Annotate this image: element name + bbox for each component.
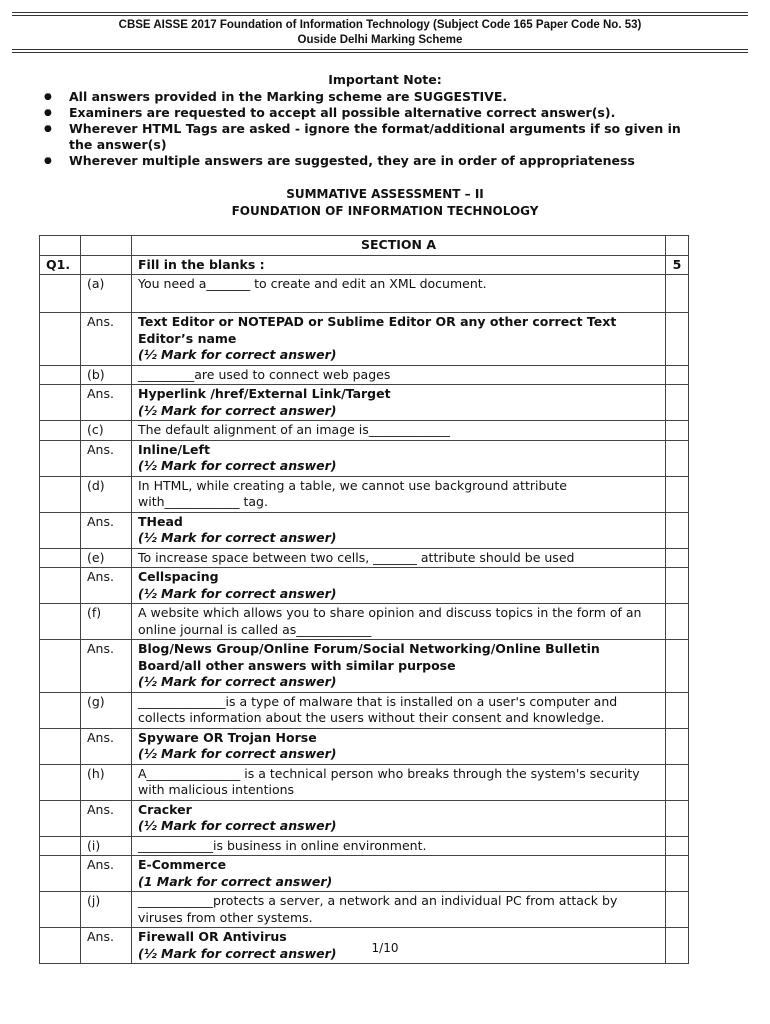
item-answer-row: [40, 568, 689, 604]
item-question-row: [40, 764, 689, 800]
header-title: [12, 16, 748, 49]
answer-label: Ans.: [81, 568, 132, 604]
answer-label: Ans.: [81, 800, 132, 836]
item-question-row: [40, 604, 689, 640]
item-answer: THead: [138, 513, 183, 529]
question-row: [40, 255, 689, 275]
item-question: A_______________ is a technical person who breaks through the system's security with malicious intentions: [132, 764, 666, 800]
item-answer: E-Commerce: [138, 857, 227, 872]
assessment-title: SUMMATIVE ASSESSMENT – II: [286, 187, 484, 201]
item-answer: Blog/News Group/Online Forum/Social Networking/Online Bulletin Board/all other answers with similar purpose: [138, 641, 600, 673]
item-question-row: [40, 548, 689, 568]
item-mark-note: (½ Mark for correct answer): [138, 585, 337, 601]
item-question-row: [40, 836, 689, 856]
item-answer-row: [40, 385, 689, 421]
answer-label: Ans.: [81, 856, 132, 892]
header-line-1: CBSE AISSE 2017 Foundation of Information Technology (Subject Code 165 Paper Code No. 53): [118, 19, 642, 31]
item-label: (d): [81, 476, 132, 512]
item-mark-note: (½ Mark for correct answer): [138, 530, 337, 545]
item-question: ______________is a type of malware that is installed on a user's computer and collects information about the users without their consent and knowledge.: [132, 692, 666, 728]
item-answer-row: [40, 800, 689, 836]
page-number: 1/10: [371, 941, 399, 955]
answer-label: Ans.: [81, 440, 132, 476]
section-row: [40, 236, 689, 256]
section-title: SECTION A: [132, 236, 666, 256]
page-header: [12, 12, 748, 53]
item-mark-note: (½ Mark for correct answer): [138, 818, 337, 833]
note-bullet: ● Wherever multiple answers are suggested, they are in order of appropriateness: [44, 153, 684, 169]
item-label: (a): [81, 275, 132, 313]
item-label: (b): [81, 365, 132, 385]
item-answer-cell: [132, 640, 666, 693]
note-bullets: [44, 89, 684, 169]
item-mark-note: (1 Mark for correct answer): [138, 873, 333, 889]
item-answer-cell: [132, 440, 666, 476]
item-question-row: [40, 365, 689, 385]
item-answer: Cellspacing: [138, 569, 219, 584]
item-mark-note: (½ Mark for correct answer): [138, 402, 337, 418]
item-answer-cell: [132, 313, 666, 366]
item-answer: Cracker: [138, 801, 192, 817]
item-label: (e): [81, 548, 132, 568]
header-bottom-rule: [12, 49, 748, 53]
item-answer-cell: [132, 568, 666, 604]
item-question: ____________is business in online environment.: [132, 836, 666, 856]
item-mark-note: (½ Mark for correct answer): [138, 746, 337, 761]
item-label: (h): [81, 764, 132, 800]
answer-label: Ans.: [81, 640, 132, 693]
item-mark-note: (½ Mark for correct answer): [138, 347, 337, 362]
item-answer-row: [40, 440, 689, 476]
item-question: To increase space between two cells, _______ attribute should be used: [132, 548, 666, 568]
item-answer-cell: [132, 800, 666, 836]
item-answer-row: [40, 856, 689, 892]
item-answer-cell: [132, 728, 666, 764]
item-answer-cell: [132, 385, 666, 421]
item-question: You need a_______ to create and edit an XML document.: [132, 275, 666, 313]
answer-label: Ans.: [81, 385, 132, 421]
item-answer: Spyware OR Trojan Horse: [138, 729, 317, 745]
item-label: (g): [81, 692, 132, 728]
item-answer-row: [40, 313, 689, 366]
item-mark-note: (½ Mark for correct answer): [138, 458, 337, 473]
item-question-row: [40, 692, 689, 728]
question-number: Q1.: [40, 255, 81, 275]
assessment-subject: FOUNDATION OF INFORMATION TECHNOLOGY: [231, 204, 539, 218]
header-line-2: Ouside Delhi Marking Scheme: [297, 34, 463, 46]
item-label: (j): [81, 892, 132, 928]
item-answer: Firewall OR Antivirus: [138, 929, 287, 944]
item-question: In HTML, while creating a table, we cannot use background attribute with____________ tag.: [132, 476, 666, 512]
item-label: (f): [81, 604, 132, 640]
marking-table: [39, 235, 689, 964]
item-answer-cell: [132, 512, 666, 548]
item-question-row: [40, 421, 689, 441]
question-title: Fill in the blanks :: [132, 255, 666, 275]
item-answer-row: [40, 728, 689, 764]
item-question-row: [40, 275, 689, 313]
answer-label: Ans.: [81, 512, 132, 548]
item-label: (c): [81, 421, 132, 441]
item-question: _________are used to connect web pages: [132, 365, 666, 385]
item-answer: Hyperlink /href/External Link/Target: [138, 386, 391, 401]
answer-label: Ans.: [81, 928, 132, 964]
item-answer: Inline/Left: [138, 441, 210, 457]
answer-label: Ans.: [81, 728, 132, 764]
note-title: Important Note:: [328, 72, 442, 87]
item-answer-cell: [132, 856, 666, 892]
question-marks: 5: [666, 255, 689, 275]
item-question: A website which allows you to share opinion and discuss topics in the form of an online journal is called as____________: [132, 604, 666, 640]
item-question: The default alignment of an image is_____________: [132, 421, 666, 441]
item-question: ____________protects a server, a network and an individual PC from attack by viruses from other systems.: [132, 892, 666, 928]
item-answer-row: [40, 640, 689, 693]
item-answer-row: [40, 512, 689, 548]
item-question-row: [40, 892, 689, 928]
note-bullet: ● All answers provided in the Marking scheme are SUGGESTIVE.: [44, 89, 684, 105]
item-mark-note: (½ Mark for correct answer): [138, 674, 337, 689]
item-label: (i): [81, 836, 132, 856]
note-bullet: ● Wherever HTML Tags are asked - ignore the format/additional arguments if so given in the answer(s): [44, 121, 684, 153]
item-answer: Text Editor or NOTEPAD or Sublime Editor OR any other correct Text Editor’s name: [138, 314, 617, 346]
item-mark-note: (½ Mark for correct answer): [138, 945, 337, 961]
note-bullet: ● Examiners are requested to accept all possible alternative correct answer(s).: [44, 105, 684, 121]
answer-label: Ans.: [81, 313, 132, 366]
item-question-row: [40, 476, 689, 512]
